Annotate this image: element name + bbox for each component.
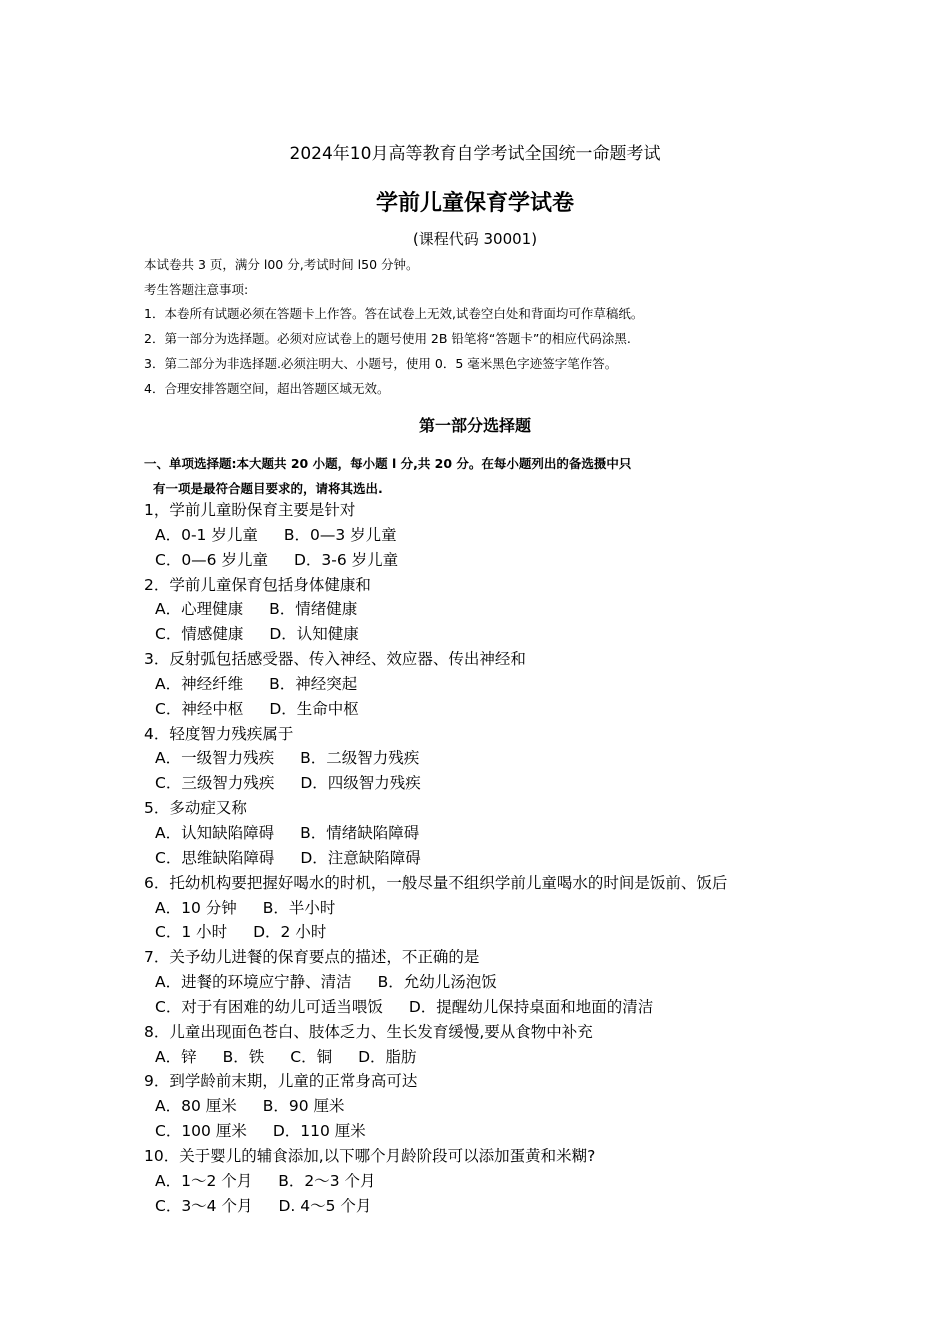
option-row <box>144 970 864 995</box>
answer-option: B．铁 <box>222 1047 265 1066</box>
note-line: 考生答题注意事项: <box>144 281 249 297</box>
option-row <box>144 846 864 871</box>
exam-notes <box>144 253 864 401</box>
question-stem: 3．反射弧包括感受器、传入神经、效应器、传出神经和 <box>144 650 526 669</box>
answer-option: A．锌 <box>155 1047 197 1066</box>
answer-option: B．神经突起 <box>269 674 358 693</box>
question-stem: 10．关于婴儿的辅食添加,以下哪个月龄阶段可以添加蛋黄和米糊? <box>144 1146 596 1165</box>
question-stem: 2．学前儿童保育包括身体健康和 <box>144 575 371 594</box>
answer-option: D．2 小时 <box>253 923 327 942</box>
answer-option: C．0—6 岁儿童 <box>155 550 268 569</box>
answer-option: C．神经中枢 <box>155 699 244 718</box>
answer-option: D．四级智力残疾 <box>300 774 421 793</box>
question-item <box>144 1144 864 1219</box>
option-row <box>144 1045 864 1070</box>
answer-option: C．100 厘米 <box>155 1122 247 1141</box>
question-item <box>144 647 864 722</box>
note-line: 1．本卷所有试题必须在答题卡上作答。答在试卷上无效,试卷空白处和背面均可作草稿纸。 <box>144 306 644 322</box>
option-row <box>144 746 864 771</box>
option-row <box>144 1169 864 1194</box>
answer-option: A．1～2 个月 <box>155 1171 253 1190</box>
instruction-line-1: 一、单项选择题:本大题共 20 小题，每小题 l 分,共 20 分。在每小题列出的备选摄中只 <box>144 456 632 471</box>
question-list <box>144 498 864 1218</box>
question-stem: 9．到学龄前末期，儿童的正常身高可达 <box>144 1072 418 1091</box>
option-row <box>144 697 864 722</box>
question-item <box>144 498 864 573</box>
answer-option: B．情绪健康 <box>269 600 358 619</box>
note-line: 本试卷共 3 页，满分 l00 分,考试时间 l50 分钟。 <box>144 257 419 272</box>
question-item <box>144 871 864 946</box>
option-row <box>144 995 864 1020</box>
option-row <box>144 896 864 921</box>
answer-option: A．0-1 岁儿童 <box>155 525 258 544</box>
option-row <box>144 597 864 622</box>
answer-option: C．3～4 个月 <box>155 1196 253 1215</box>
answer-option: D．注意缺陷障碍 <box>300 848 421 867</box>
answer-option: D．3-6 岁儿童 <box>293 550 399 569</box>
answer-option: A．心理健康 <box>155 600 244 619</box>
question-item <box>144 722 864 797</box>
option-row <box>144 523 864 548</box>
exam-header: 2024年10月高等教育自学考试全国统一命题考试 <box>289 144 661 164</box>
answer-option: D．110 厘米 <box>272 1122 366 1141</box>
answer-option: C．三级智力残疾 <box>155 774 275 793</box>
question-stem: 5．多动症又称 <box>144 799 247 818</box>
answer-option: B．情绪缺陷障碍 <box>300 823 420 842</box>
answer-option: C．铜 <box>290 1047 333 1066</box>
answer-option: A．80 厘米 <box>155 1097 237 1116</box>
answer-option: D. 4～5 个月 <box>278 1196 372 1215</box>
option-row <box>144 920 864 945</box>
question-item <box>144 796 864 871</box>
answer-option: D．提醒幼儿保持桌面和地面的清洁 <box>408 997 654 1016</box>
note-line: 2．第一部分为选择题。必须对应试卷上的题号使用 2B 铅笔将“答题卡”的相应代码涂黑. <box>144 331 631 347</box>
question-stem: 4．轻度智力残疾属于 <box>144 724 294 743</box>
note-line: 4．合理安排答题空间，超出答题区域无效。 <box>144 380 390 396</box>
question-stem: 7．关予幼儿进餐的保育要点的描述，不正确的是 <box>144 948 480 967</box>
instruction-line-2: 有一项是最符合题目要求的，请将其选出. <box>153 480 383 496</box>
answer-option: D．脂肪 <box>358 1047 417 1066</box>
note-line: 3．第二部分为非选择题.必须注明大、小题号，使用 0．5 毫米黑色字迹签字笔作答。 <box>144 355 618 371</box>
answer-option: A．神经纤维 <box>155 674 244 693</box>
option-row <box>144 1094 864 1119</box>
answer-option: C．情感健康 <box>155 625 244 644</box>
answer-option: B．半小时 <box>262 898 336 917</box>
option-row <box>144 1194 864 1219</box>
section-instruction <box>144 452 864 501</box>
answer-option: A．进餐的环境应宁静、清洁 <box>155 973 352 992</box>
question-stem: 8．儿童出现面色苍白、肢体乏力、生长发育缓慢,要从食物中补充 <box>144 1022 593 1041</box>
answer-option: A．10 分钟 <box>155 898 237 917</box>
question-item <box>144 945 864 1020</box>
option-row <box>144 622 864 647</box>
answer-option: D．生命中枢 <box>269 699 359 718</box>
question-stem: 6．托幼机构要把握好喝水的时机，一般尽量不组织学前儿童喝水的时间是饭前、饭后 <box>144 873 728 892</box>
answer-option: A．认知缺陷障碍 <box>155 823 275 842</box>
answer-option: D．认知健康 <box>269 625 359 644</box>
answer-option: C．1 小时 <box>155 923 228 942</box>
option-row <box>144 771 864 796</box>
option-row <box>144 821 864 846</box>
question-item <box>144 1020 864 1070</box>
answer-option: B．二级智力残疾 <box>300 749 420 768</box>
question-stem: 1，学前儿童盼保育主要是针对 <box>144 501 356 519</box>
answer-option: B．0—3 岁儿童 <box>283 525 397 544</box>
answer-option: A．一级智力残疾 <box>155 749 275 768</box>
question-item <box>144 573 864 648</box>
part1-title: 第一部分选择题 <box>418 416 531 435</box>
option-row <box>144 672 864 697</box>
course-code: (课程代码 30001) <box>412 230 538 248</box>
answer-option: B．90 厘米 <box>262 1097 345 1116</box>
answer-option: C．思维缺陷障碍 <box>155 848 275 867</box>
answer-option: B．2～3 个月 <box>278 1171 376 1190</box>
option-row <box>144 548 864 573</box>
question-item <box>144 1069 864 1144</box>
answer-option: B．允幼儿汤泡饭 <box>377 973 497 992</box>
exam-title: 学前儿童保育学试卷 <box>375 191 574 216</box>
option-row <box>144 1119 864 1144</box>
answer-option: C．对于有困难的幼儿可适当喂饭 <box>155 997 383 1016</box>
